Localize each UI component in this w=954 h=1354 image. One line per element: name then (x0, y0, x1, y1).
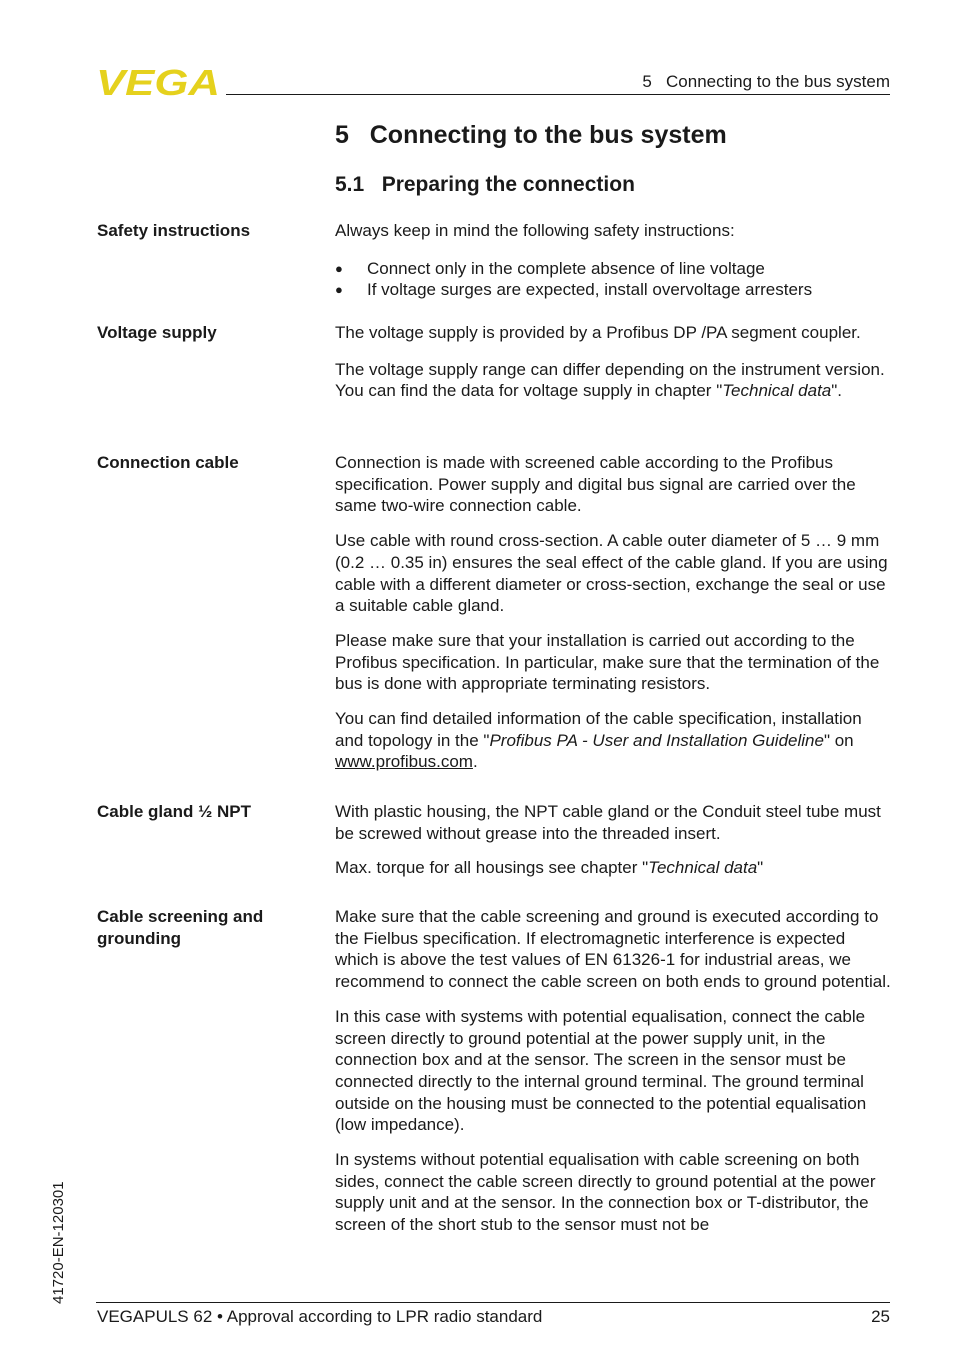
cable-gland-body (335, 801, 891, 892)
connection-cable-body (335, 452, 891, 786)
logo-text: VEGA (96, 66, 220, 96)
running-header: 5 Connecting to the bus system (642, 72, 890, 91)
label-cable-gland: Cable gland ½ NPT (97, 802, 251, 821)
cable-paragraph-2: Use cable with round cross-section. A cable outer diameter of 5 … 9 mm (0.2 … 0.35 in) ensures the seal effect of the cable gland. If you are using cable with a different diameter or cross-section, exchange the seal or use a suitable cable gland. (335, 531, 888, 616)
gland-paragraph-1: With plastic housing, the NPT cable gland or the Conduit steel tube must be screwed without grease into the threaded insert. (335, 802, 881, 843)
chapter-title: 5 Connecting to the bus system (335, 121, 727, 149)
voltage-supply-body (335, 322, 891, 415)
voltage-paragraph-2: The voltage supply range can differ depending on the instrument version. You can find the data for voltage supply in chapter "Technical data". (335, 359, 885, 401)
section-title: 5.1 Preparing the connection (335, 173, 635, 196)
safety-instructions-body (335, 220, 891, 314)
safety-bullet-list (335, 258, 891, 301)
screening-paragraph-2: In this case with systems with potential equalisation, connect the cable screen directly to ground potential at the power supply unit, in the connection box and at the sensor. The screen in the sensor must be connected directly to the internal ground terminal. The ground terminal outside on the housing must be connected to the potential equalisation (low impedance). (335, 1006, 867, 1135)
profibus-link[interactable]: www.profibus.com (335, 752, 473, 772)
list-item: ● If voltage surges are expected, install overvoltage arresters (335, 279, 891, 301)
vega-logo (96, 66, 220, 96)
label-voltage-supply: Voltage supply (97, 323, 217, 342)
footer-product: VEGAPULS 62 • Approval according to LPR radio standard (97, 1307, 543, 1326)
list-item: ● Connect only in the complete absence of line voltage (335, 258, 891, 280)
safety-intro: Always keep in mind the following safety instructions: (335, 221, 735, 240)
screening-paragraph-3: In systems without potential equalisation with cable screening on both sides, connect the cable screen directly to ground potential at the power supply unit and at the sensor. In the connection box or T-distributor, the screen of the short stub to the sensor must not be (335, 1150, 876, 1235)
screening-paragraph-1: Make sure that the cable screening and ground is executed according to the Fielbus specification. If electromagnetic interference is expected which is above the test values of EN 61326-1 for industrial areas, we recommend to connect the cable screen on both ends to ground potential. (335, 907, 891, 992)
cable-screening-body (335, 906, 891, 1249)
cable-paragraph-3: Please make sure that your installation is carried out according to the Profibus specification. In particular, make sure that the termination of the bus is done with appropriate terminating resistors. (335, 630, 880, 694)
cable-paragraph-1: Connection is made with screened cable according to the Profibus specification. Power supply and digital bus signal are carried over the same two-wire connection cable. (335, 453, 856, 516)
page-number: 25 (871, 1307, 890, 1326)
voltage-paragraph-1: The voltage supply is provided by a Profibus DP /PA segment coupler. (335, 323, 861, 342)
document-code: 41720-EN-120301 (50, 1181, 67, 1304)
footer-rule (96, 1302, 890, 1303)
label-safety-instructions: Safety instructions (97, 221, 251, 240)
label-cable-screening: Cable screening and grounding (97, 907, 264, 948)
cable-paragraph-4: You can find detailed information of the cable specification, installation and topology in the "Profibus PA - User and Installation Guideline" on www.profibus.com. (335, 709, 862, 772)
gland-paragraph-2: Max. torque for all housings see chapter "Technical data" (335, 858, 764, 878)
header-rule (226, 94, 890, 95)
label-connection-cable: Connection cable (97, 453, 239, 472)
